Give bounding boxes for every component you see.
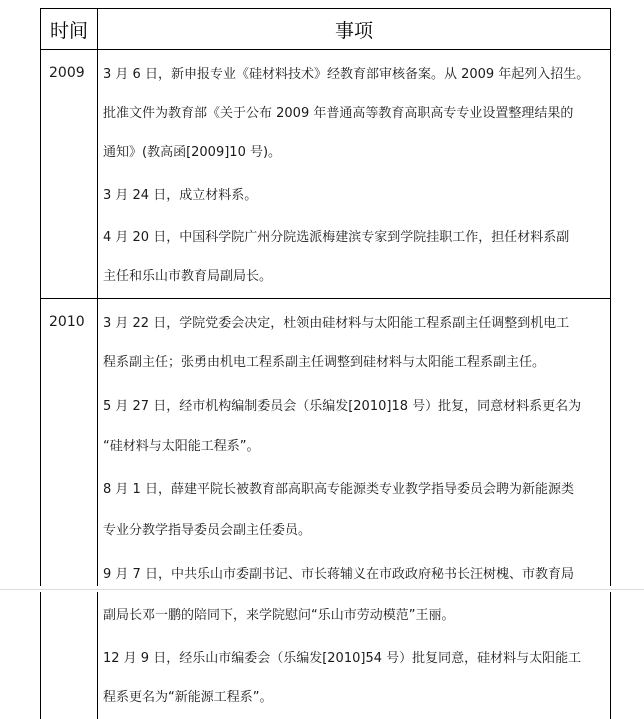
row-2009-line-6: 主任和乐山市教育局副局长。 [103,269,273,284]
row-2010-line-3: 5 月 27 日，经市机构编制委员会（乐编发[2010]18 号）批复，同意材料系更名为 [103,399,582,414]
row-2010-line-10: 程系更名为“新能源工程系”。 [103,690,273,705]
header-divider [41,49,610,50]
page-break-line [0,589,644,590]
row-2010-line-1: 3 月 22 日，学院党委会决定，杜领由硅材料与太阳能工程系副主任调整到机电工 [103,316,570,331]
row-2010-line-7: 9 月 7 日，中共乐山市委副书记、市长蒋辅义在市政政府秘书长汪树槐、市教育局 [103,567,574,582]
row-2010-line-8: 副局长邓一鹏的陪同下，来学院慰问“乐山市劳动模范”王丽。 [103,608,455,623]
row-2009-line-2: 批准文件为教育部《关于公布 2009 年普通高等教育高职高专专业设置整理结果的 [103,106,574,121]
row-2009-line-1: 3 月 6 日，新申报专业《硅材料技术》经教育部审核备案。从 2009 年起列入招生。 [103,67,590,82]
row-2009-line-3: 通知》(教高函[2009]10 号)。 [103,145,282,160]
row-divider [41,298,610,299]
row-year-2009: 2009 [49,65,85,81]
header-time: 时间 [49,19,88,42]
row-2009-line-5: 4 月 20 日，中国科学院广州分院选派梅建滨专家到学院挂职工作，担任材料系副 [103,230,570,245]
row-2010-line-6: 专业分教学指导委员会副主任委员。 [103,523,312,538]
events-table [40,8,611,719]
column-divider [97,9,98,719]
row-2010-line-2: 程系副主任；张勇由机电工程系副主任调整到硅材料与太阳能工程系副主任。 [103,355,546,370]
row-2010-line-4: “硅材料与太阳能工程系”。 [103,439,260,454]
header-item: 事项 [334,19,373,42]
row-2009-line-4: 3 月 24 日，成立材料系。 [103,188,258,203]
row-year-2010: 2010 [49,314,85,330]
row-2010-line-5: 8 月 1 日，薛建平院长被教育部高职高专能源类专业教学指导委员会聘为新能源类 [103,482,574,497]
row-2010-line-9: 12 月 9 日，经乐山市编委会（乐编发[2010]54 号）批复同意，硅材料与太阳能工 [103,651,582,666]
